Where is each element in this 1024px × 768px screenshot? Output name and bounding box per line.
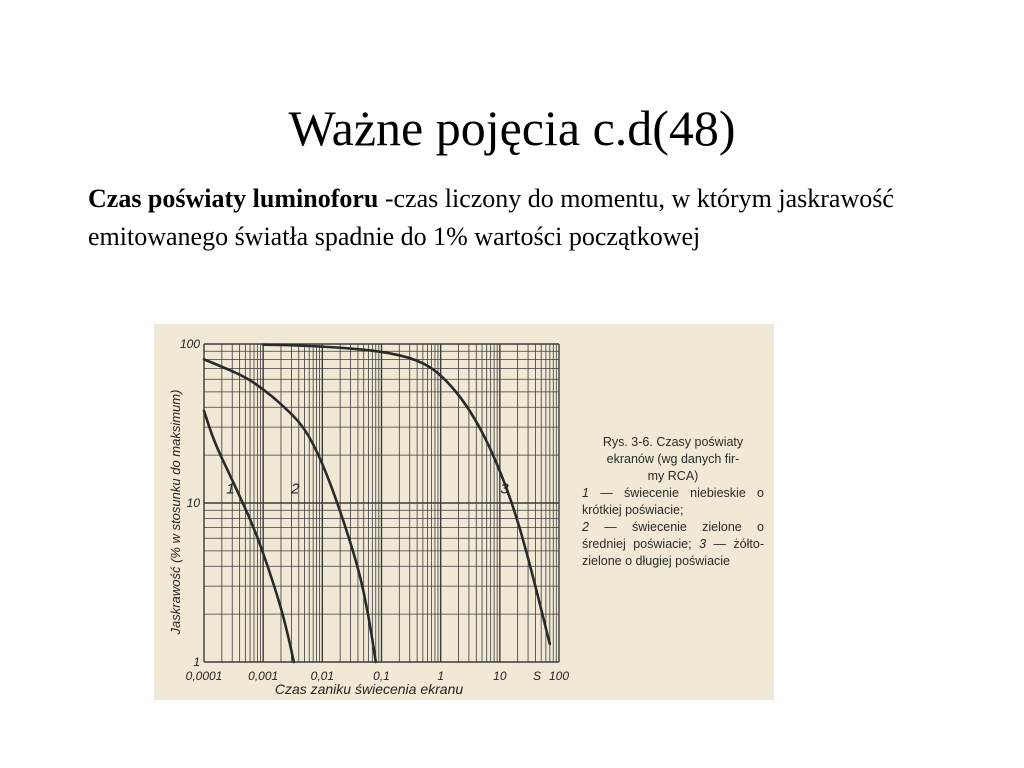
slide-title: Ważne pojęcia c.d(48) xyxy=(288,100,736,156)
figure-caption xyxy=(582,434,764,570)
x-axis-label: Czas zaniku świecenia ekranu xyxy=(274,681,464,697)
x-tick-label: 10 xyxy=(493,669,507,683)
y-tick-label: 10 xyxy=(186,496,200,510)
series-2-label: 2 xyxy=(291,480,300,498)
caption-line-2: ekranów (wg danych fir- xyxy=(606,452,740,466)
y-tick-label: 1 xyxy=(193,655,200,669)
x-unit-label: S xyxy=(532,669,542,683)
series-1-label: 1 xyxy=(226,480,235,498)
x-tick-label: 1 xyxy=(437,669,445,683)
x-tick-label: 0,001 xyxy=(248,669,279,683)
x-tick-label: 0,01 xyxy=(310,669,335,683)
definition-text: -czas liczony do momentu, w którym jaskrawość emitowanego światła spadnie do 1% wartości początkowej xyxy=(88,184,894,251)
caption-item-1: 1 — świecenie niebieskie o krótkiej poświacie; xyxy=(582,486,764,517)
series-3-label: 3 xyxy=(500,480,509,498)
series-2-line xyxy=(204,359,376,662)
caption-line-3: my RCA) xyxy=(647,469,699,483)
y-tick-label: 100 xyxy=(179,337,200,351)
series-1-line xyxy=(204,411,294,662)
x-tick-label: 0,1 xyxy=(373,669,390,683)
x-tick-label: 0,0001 xyxy=(185,669,223,683)
caption-line-1: Rys. 3-6. Czasy poświaty xyxy=(602,435,744,449)
definition-paragraph xyxy=(88,180,918,256)
x-tick-label: 100 xyxy=(548,669,570,683)
caption-item-2: 2 — świecenie zielone o średniej poświacie; 3 — żółto-zielone o długiej poświacie xyxy=(582,520,764,568)
y-axis-label: Jaskrawość (% w stosunku do maksimum) xyxy=(168,389,183,635)
definition-term: Czas poświaty luminoforu xyxy=(88,184,379,213)
scanned-figure xyxy=(154,324,774,700)
